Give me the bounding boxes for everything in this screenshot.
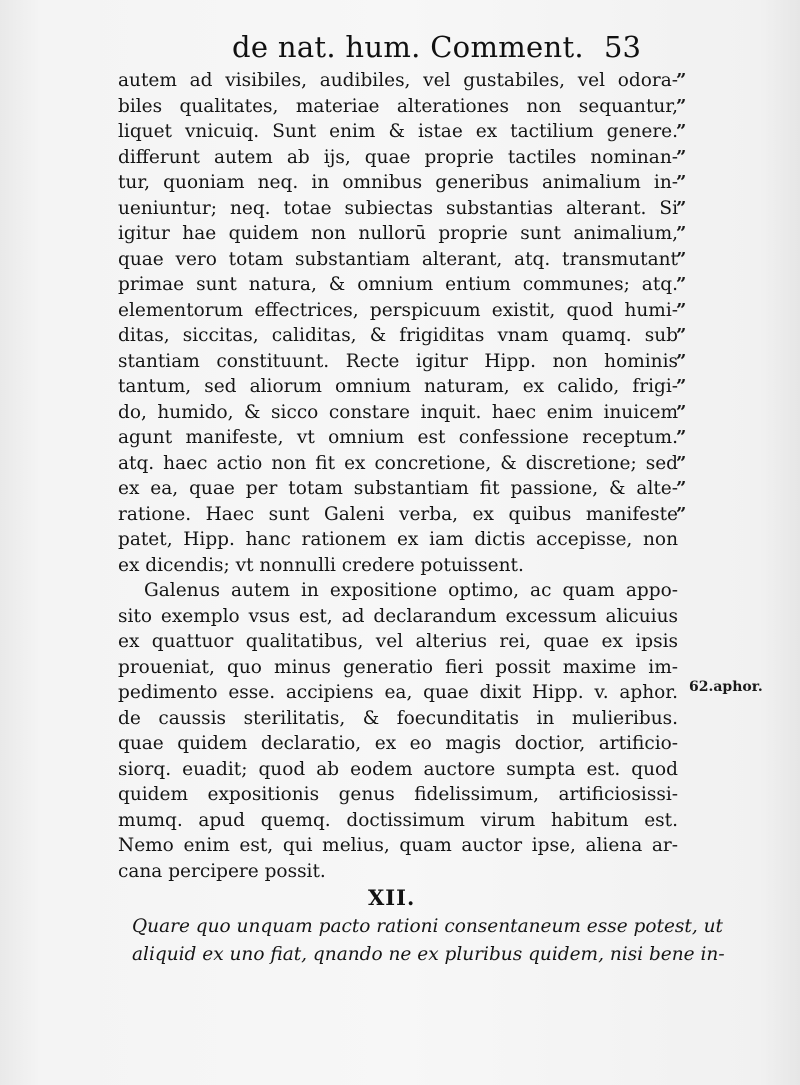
text-line: do, humido, & sicco constare inquit. haec enim inuicem xyxy=(118,401,678,423)
text-line: ditas, siccitas, caliditas, & frigiditas vnam quamq. sub xyxy=(118,325,678,346)
text-line: biles qualitates, materiae alterationes non sequantur, xyxy=(118,95,678,117)
text-line: ueniuntur; neq. totae subiectas substantias alterant. Si xyxy=(118,197,678,219)
quotation-mark: ” xyxy=(676,197,687,219)
quotation-mark: ” xyxy=(676,146,687,168)
text-line: ratione. Haec sunt Galeni verba, ex quibus manifeste xyxy=(118,503,678,525)
text-line: stantiam constituunt. Recte igitur Hipp. non hominis xyxy=(118,350,678,372)
quotation-mark: ” xyxy=(676,478,687,499)
text-line: proueniat, quo minus generatio fieri possit maxime im- xyxy=(118,656,678,678)
quotation-mark: ” xyxy=(676,452,687,474)
text-line: tantum, sed aliorum omnium naturam, ex calido, frigi- xyxy=(118,376,678,397)
text-line: siorq. euadit; quod ab eodem auctore sumpta est. quod xyxy=(118,758,678,780)
text-line: quae quidem declaratio, ex eo magis doctior, artificio- xyxy=(118,733,678,754)
text-line: differunt autem ab ijs, quae proprie tactiles nominan- xyxy=(118,146,678,168)
text-line: pedimento esse. accipiens ea, quae dixit Hipp. v. aphor. xyxy=(118,682,678,703)
italic-text-line: Quare quo unquam pacto rationi consentaneum esse potest, ut xyxy=(132,916,723,937)
italic-text-line: aliquid ex uno fiat, qnando ne ex pluribus quidem, nisi bene in- xyxy=(132,944,725,965)
quotation-mark: ” xyxy=(676,299,687,321)
quotation-mark: ” xyxy=(676,248,687,270)
quotation-mark: ” xyxy=(676,121,687,142)
text-line: Nemo enim est, qui melius, quam auctor ipse, aliena ar- xyxy=(118,835,678,856)
margin-note: 62.aphor. xyxy=(689,679,763,695)
quotation-mark: ” xyxy=(676,95,687,117)
text-line: autem ad visibiles, audibiles, vel gustabiles, vel odora- xyxy=(118,70,678,91)
text-line: agunt manifeste, vt omnium est confessione receptum. xyxy=(118,427,678,448)
italic-passage xyxy=(132,913,725,969)
quotation-mark: ” xyxy=(676,350,687,372)
text-line: Galenus autem in expositione optimo, ac quam appo- xyxy=(144,580,678,601)
quotation-mark: ” xyxy=(676,223,687,244)
text-line: elementorum effectrices, perspicuum existit, quod humi- xyxy=(118,299,678,321)
quotation-mark: ” xyxy=(676,172,687,193)
text-line: sito exemplo vsus est, ad declarandum excessum alicuius xyxy=(118,605,678,627)
quotation-marks-column xyxy=(676,68,700,527)
text-line: ex dicendis; vt nonnulli credere potuissent. xyxy=(118,554,524,576)
quotation-mark: ” xyxy=(676,70,687,91)
text-line: ex quattuor qualitatibus, vel alterius rei, quae ex ipsis xyxy=(118,631,678,652)
text-line: ex ea, quae per totam substantiam fit passione, & alte- xyxy=(118,478,678,499)
text-line: cana percipere possit. xyxy=(118,860,326,882)
quotation-mark: ” xyxy=(676,401,687,423)
body-text xyxy=(118,68,678,884)
quotation-mark: ” xyxy=(676,427,687,448)
text-line: quidem expositionis genus fidelissimum, artificiosissi- xyxy=(118,784,678,805)
quotation-mark: ” xyxy=(676,503,687,525)
page-number: 53 xyxy=(604,30,641,64)
text-line: atq. haec actio non fit ex concretione, & discretione; sed xyxy=(118,452,678,474)
quotation-mark: ” xyxy=(676,274,687,295)
text-line: de caussis sterilitatis, & foecunditatis in mulieribus. xyxy=(118,707,678,729)
quotation-mark: ” xyxy=(676,376,687,397)
text-line: liquet vnicuiq. Sunt enim & istae ex tactilium genere. xyxy=(118,121,678,142)
text-line: mumq. apud quemq. doctissimum virum habitum est. xyxy=(118,809,678,831)
text-line: primae sunt natura, & omnium entium communes; atq. xyxy=(118,274,678,295)
section-number: XII. xyxy=(368,885,416,910)
quotation-mark: ” xyxy=(676,325,687,346)
text-line: quae vero totam substantiam alterant, atq. transmutant xyxy=(118,248,678,270)
text-line: patet, Hipp. hanc rationem ex iam dictis accepisse, non xyxy=(118,529,678,550)
text-line: igitur hae quidem non nullorū proprie sunt animalium, xyxy=(118,223,678,244)
running-head: de nat. hum. Comment. xyxy=(232,30,584,64)
text-line: tur, quoniam neq. in omnibus generibus animalium in- xyxy=(118,172,678,193)
